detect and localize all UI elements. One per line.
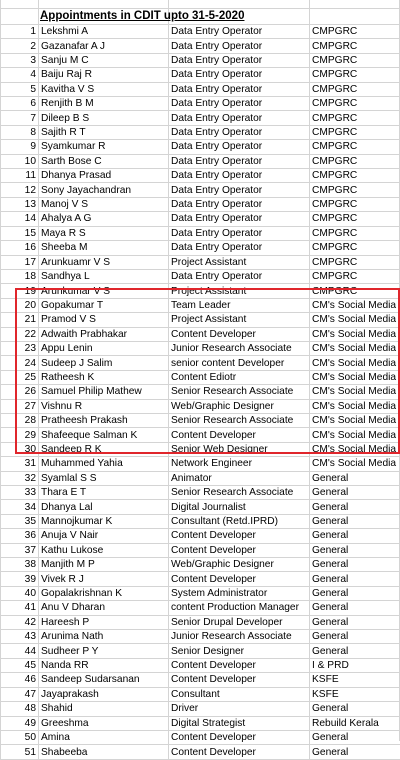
- table-row: [1, 558, 400, 572]
- name-cell[interactable]: Sudeep J Salim: [39, 356, 169, 370]
- designation-cell[interactable]: Senior Drupal Developer: [169, 615, 310, 629]
- designation-cell[interactable]: Content Developer: [169, 428, 310, 442]
- designation-cell[interactable]: Project Assistant: [169, 284, 310, 298]
- designation-cell[interactable]: senior content Developer: [169, 356, 310, 370]
- row-number-cell[interactable]: 29: [1, 428, 39, 442]
- designation-cell[interactable]: Junior Research Associate: [169, 341, 310, 355]
- table-row: [1, 457, 400, 471]
- row-number-cell[interactable]: 18: [1, 269, 39, 283]
- row-number-cell[interactable]: 51: [1, 745, 39, 759]
- table-row: [1, 399, 400, 413]
- name-cell[interactable]: Dhanya Lal: [39, 500, 169, 514]
- designation-cell[interactable]: Digital Journalist: [169, 500, 310, 514]
- designation-cell[interactable]: Data Entry Operator: [169, 197, 310, 211]
- row-number-cell[interactable]: 45: [1, 658, 39, 672]
- table-row: [1, 658, 400, 672]
- table-row: [1, 572, 400, 586]
- row-number-cell[interactable]: 8: [1, 125, 39, 139]
- project-cell[interactable]: CM's Social Media: [310, 442, 400, 456]
- designation-cell[interactable]: Web/Graphic Designer: [169, 399, 310, 413]
- table-row: [1, 313, 400, 327]
- name-cell[interactable]: Arunkumar V S: [39, 284, 169, 298]
- designation-cell[interactable]: Data Entry Operator: [169, 68, 310, 82]
- designation-cell[interactable]: Team Leader: [169, 298, 310, 312]
- table-row: [1, 269, 400, 283]
- project-cell[interactable]: CMPGRC: [310, 284, 400, 298]
- project-cell[interactable]: General: [310, 529, 400, 543]
- project-cell[interactable]: CMPGRC: [310, 140, 400, 154]
- row-number-cell[interactable]: 1: [1, 25, 39, 39]
- project-cell[interactable]: CMPGRC: [310, 111, 400, 125]
- name-cell[interactable]: Samuel Philip Mathew: [39, 385, 169, 399]
- designation-cell[interactable]: Data Entry Operator: [169, 125, 310, 139]
- designation-cell[interactable]: Content Ediotr: [169, 370, 310, 384]
- row-number-cell[interactable]: 39: [1, 572, 39, 586]
- row-number-cell[interactable]: 41: [1, 601, 39, 615]
- table-row: [1, 183, 400, 197]
- name-cell[interactable]: Sanju M C: [39, 53, 169, 67]
- table-row: [1, 615, 400, 629]
- name-cell[interactable]: Pramod V S: [39, 313, 169, 327]
- project-cell[interactable]: CMPGRC: [310, 39, 400, 53]
- name-cell[interactable]: Sajith R T: [39, 125, 169, 139]
- name-cell[interactable]: Amina: [39, 730, 169, 744]
- table-row: [1, 111, 400, 125]
- designation-cell[interactable]: Data Entry Operator: [169, 140, 310, 154]
- project-cell[interactable]: CMPGRC: [310, 197, 400, 211]
- project-cell[interactable]: General: [310, 586, 400, 600]
- project-cell[interactable]: CM's Social Media: [310, 370, 400, 384]
- name-cell[interactable]: Shabeeba: [39, 745, 169, 759]
- designation-cell[interactable]: Digital Strategist: [169, 716, 310, 730]
- designation-cell[interactable]: Data Entry Operator: [169, 169, 310, 183]
- designation-cell[interactable]: System Administrator: [169, 586, 310, 600]
- project-cell[interactable]: CMPGRC: [310, 183, 400, 197]
- row-number-cell[interactable]: 28: [1, 413, 39, 427]
- table-row: [1, 644, 400, 658]
- name-cell[interactable]: Baiju Raj R: [39, 68, 169, 82]
- table-row: [1, 514, 400, 528]
- project-cell[interactable]: CM's Social Media: [310, 313, 400, 327]
- table-row: [1, 284, 400, 298]
- project-cell[interactable]: CM's Social Media: [310, 356, 400, 370]
- designation-cell[interactable]: Data Entry Operator: [169, 154, 310, 168]
- row-number-cell[interactable]: 42: [1, 615, 39, 629]
- project-cell[interactable]: KSFE: [310, 687, 400, 701]
- project-cell[interactable]: CM's Social Media: [310, 399, 400, 413]
- name-cell[interactable]: Hareesh P: [39, 615, 169, 629]
- table-row: [1, 68, 400, 82]
- designation-cell[interactable]: Data Entry Operator: [169, 111, 310, 125]
- appointments-table: [0, 24, 400, 760]
- row-number-cell[interactable]: 30: [1, 442, 39, 456]
- table-row: [1, 125, 400, 139]
- project-cell[interactable]: General: [310, 601, 400, 615]
- row-number-cell[interactable]: 22: [1, 327, 39, 341]
- table-row: [1, 154, 400, 168]
- name-cell[interactable]: Gopalakrishnan K: [39, 586, 169, 600]
- row-number-cell[interactable]: 40: [1, 586, 39, 600]
- name-cell[interactable]: Anuja V Nair: [39, 529, 169, 543]
- name-cell[interactable]: Syamkumar R: [39, 140, 169, 154]
- project-cell[interactable]: CM's Social Media: [310, 457, 400, 471]
- project-cell[interactable]: CM's Social Media: [310, 327, 400, 341]
- name-cell[interactable]: Sony Jayachandran: [39, 183, 169, 197]
- row-number-cell[interactable]: 43: [1, 630, 39, 644]
- row-number-cell[interactable]: 5: [1, 82, 39, 96]
- designation-cell[interactable]: Junior Research Associate: [169, 630, 310, 644]
- designation-cell[interactable]: Driver: [169, 702, 310, 716]
- project-cell[interactable]: CMPGRC: [310, 154, 400, 168]
- project-cell[interactable]: General: [310, 543, 400, 557]
- table-row: [1, 25, 400, 39]
- name-cell[interactable]: Shafeeque Salman K: [39, 428, 169, 442]
- row-number-cell[interactable]: 44: [1, 644, 39, 658]
- row-number-cell[interactable]: 10: [1, 154, 39, 168]
- table-row: [1, 140, 400, 154]
- project-cell[interactable]: CMPGRC: [310, 169, 400, 183]
- table-row: [1, 442, 400, 456]
- name-cell[interactable]: Arunkuamr V S: [39, 255, 169, 269]
- row-number-cell[interactable]: 36: [1, 529, 39, 543]
- row-number-cell[interactable]: 48: [1, 702, 39, 716]
- project-cell[interactable]: CMPGRC: [310, 269, 400, 283]
- project-cell[interactable]: CMPGRC: [310, 25, 400, 39]
- name-cell[interactable]: Nanda RR: [39, 658, 169, 672]
- project-cell[interactable]: CMPGRC: [310, 241, 400, 255]
- project-cell[interactable]: General: [310, 500, 400, 514]
- name-cell[interactable]: Syamlal S S: [39, 471, 169, 485]
- name-cell[interactable]: Thara E T: [39, 486, 169, 500]
- name-cell[interactable]: Dhanya Prasad: [39, 169, 169, 183]
- row-number-cell[interactable]: 12: [1, 183, 39, 197]
- table-row: [1, 226, 400, 240]
- name-cell[interactable]: Sandhya L: [39, 269, 169, 283]
- designation-cell[interactable]: Web/Graphic Designer: [169, 558, 310, 572]
- table-row: [1, 356, 400, 370]
- name-cell[interactable]: Adwaith Prabhakar: [39, 327, 169, 341]
- row-number-cell[interactable]: 15: [1, 226, 39, 240]
- project-cell[interactable]: General: [310, 745, 400, 759]
- name-cell[interactable]: Sandeep R K: [39, 442, 169, 456]
- name-cell[interactable]: Jayaprakash: [39, 687, 169, 701]
- row-number-cell[interactable]: 49: [1, 716, 39, 730]
- sheet-title: Appointments in CDIT upto 31-5-2020: [40, 8, 244, 24]
- table-row: [1, 428, 400, 442]
- designation-cell[interactable]: Data Entry Operator: [169, 212, 310, 226]
- designation-cell[interactable]: Data Entry Operator: [169, 226, 310, 240]
- project-cell[interactable]: General: [310, 558, 400, 572]
- designation-cell[interactable]: Consultant: [169, 687, 310, 701]
- table-row: [1, 745, 400, 759]
- name-cell[interactable]: Kathu Lukose: [39, 543, 169, 557]
- designation-cell[interactable]: Data Entry Operator: [169, 39, 310, 53]
- project-cell[interactable]: Rebuild Kerala: [310, 716, 400, 730]
- table-row: [1, 82, 400, 96]
- designation-cell[interactable]: Content Developer: [169, 745, 310, 759]
- designation-cell[interactable]: Project Assistant: [169, 313, 310, 327]
- project-cell[interactable]: CMPGRC: [310, 68, 400, 82]
- name-cell[interactable]: Gopakumar T: [39, 298, 169, 312]
- row-number-cell[interactable]: 23: [1, 341, 39, 355]
- name-cell[interactable]: Vivek R J: [39, 572, 169, 586]
- project-cell[interactable]: CMPGRC: [310, 255, 400, 269]
- table-row: [1, 486, 400, 500]
- row-number-cell[interactable]: 3: [1, 53, 39, 67]
- designation-cell[interactable]: Content Developer: [169, 529, 310, 543]
- table-row: [1, 385, 400, 399]
- row-number-cell[interactable]: 20: [1, 298, 39, 312]
- project-cell[interactable]: CMPGRC: [310, 212, 400, 226]
- designation-cell[interactable]: Data Entry Operator: [169, 269, 310, 283]
- table-row: [1, 197, 400, 211]
- name-cell[interactable]: Dileep B S: [39, 111, 169, 125]
- name-cell[interactable]: Sandeep Sudarsanan: [39, 673, 169, 687]
- project-cell[interactable]: General: [310, 630, 400, 644]
- table-row: [1, 730, 400, 744]
- row-number-cell[interactable]: 21: [1, 313, 39, 327]
- row-number-cell[interactable]: 19: [1, 284, 39, 298]
- row-number-cell[interactable]: 25: [1, 370, 39, 384]
- project-cell[interactable]: General: [310, 730, 400, 744]
- project-cell[interactable]: General: [310, 486, 400, 500]
- table-row: [1, 500, 400, 514]
- name-cell[interactable]: Appu Lenin: [39, 341, 169, 355]
- project-cell[interactable]: CMPGRC: [310, 226, 400, 240]
- designation-cell[interactable]: Data Entry Operator: [169, 53, 310, 67]
- row-number-cell[interactable]: 35: [1, 514, 39, 528]
- name-cell[interactable]: Kavitha V S: [39, 82, 169, 96]
- project-cell[interactable]: CM's Social Media: [310, 413, 400, 427]
- row-number-cell[interactable]: 47: [1, 687, 39, 701]
- project-cell[interactable]: CM's Social Media: [310, 385, 400, 399]
- project-cell[interactable]: General: [310, 471, 400, 485]
- designation-cell[interactable]: Senior Research Associate: [169, 486, 310, 500]
- table-row: [1, 298, 400, 312]
- project-cell[interactable]: General: [310, 644, 400, 658]
- row-number-cell[interactable]: 9: [1, 140, 39, 154]
- table-row: [1, 471, 400, 485]
- designation-cell[interactable]: Senior Designer: [169, 644, 310, 658]
- row-number-cell[interactable]: 11: [1, 169, 39, 183]
- row-number-cell[interactable]: 34: [1, 500, 39, 514]
- project-cell[interactable]: CMPGRC: [310, 53, 400, 67]
- name-cell[interactable]: Lekshmi A: [39, 25, 169, 39]
- designation-cell[interactable]: Content Developer: [169, 673, 310, 687]
- name-cell[interactable]: Ratheesh K: [39, 370, 169, 384]
- designation-cell[interactable]: Data Entry Operator: [169, 82, 310, 96]
- designation-cell[interactable]: Content Developer: [169, 543, 310, 557]
- designation-cell[interactable]: content Production Manager: [169, 601, 310, 615]
- table-row: [1, 586, 400, 600]
- row-number-cell[interactable]: 24: [1, 356, 39, 370]
- row-number-cell[interactable]: 32: [1, 471, 39, 485]
- name-cell[interactable]: Muhammed Yahia: [39, 457, 169, 471]
- row-number-cell[interactable]: 16: [1, 241, 39, 255]
- name-cell[interactable]: Sheeba M: [39, 241, 169, 255]
- name-cell[interactable]: Manoj V S: [39, 197, 169, 211]
- name-cell[interactable]: Maya R S: [39, 226, 169, 240]
- designation-cell[interactable]: Content Developer: [169, 327, 310, 341]
- designation-cell[interactable]: Data Entry Operator: [169, 183, 310, 197]
- table-row: [1, 687, 400, 701]
- name-cell[interactable]: Gazanafar A J: [39, 39, 169, 53]
- table-row: [1, 39, 400, 53]
- project-cell[interactable]: General: [310, 615, 400, 629]
- table-row: [1, 413, 400, 427]
- row-number-cell[interactable]: 2: [1, 39, 39, 53]
- row-number-cell[interactable]: 31: [1, 457, 39, 471]
- row-number-cell[interactable]: 17: [1, 255, 39, 269]
- designation-cell[interactable]: Content Developer: [169, 658, 310, 672]
- project-cell[interactable]: I & PRD: [310, 658, 400, 672]
- row-number-cell[interactable]: 6: [1, 97, 39, 111]
- name-cell[interactable]: Sudheer P Y: [39, 644, 169, 658]
- project-cell[interactable]: KSFE: [310, 673, 400, 687]
- name-cell[interactable]: Shahid: [39, 702, 169, 716]
- designation-cell[interactable]: Senior Research Associate: [169, 385, 310, 399]
- table-row: [1, 601, 400, 615]
- row-number-cell[interactable]: 46: [1, 673, 39, 687]
- table-row: [1, 543, 400, 557]
- designation-cell[interactable]: Senior Research Associate: [169, 413, 310, 427]
- project-cell[interactable]: CM's Social Media: [310, 428, 400, 442]
- project-cell[interactable]: CMPGRC: [310, 97, 400, 111]
- table-row: [1, 212, 400, 226]
- table-row: [1, 630, 400, 644]
- name-cell[interactable]: Arunima Nath: [39, 630, 169, 644]
- designation-cell[interactable]: Animator: [169, 471, 310, 485]
- table-row: [1, 97, 400, 111]
- row-number-cell[interactable]: 4: [1, 68, 39, 82]
- designation-cell[interactable]: Content Developer: [169, 730, 310, 744]
- table-row: [1, 327, 400, 341]
- table-row: [1, 673, 400, 687]
- designation-cell[interactable]: Content Developer: [169, 572, 310, 586]
- designation-cell[interactable]: Data Entry Operator: [169, 241, 310, 255]
- project-cell[interactable]: General: [310, 702, 400, 716]
- name-cell[interactable]: Greeshma: [39, 716, 169, 730]
- designation-cell[interactable]: Senior Web Designer: [169, 442, 310, 456]
- row-number-cell[interactable]: 14: [1, 212, 39, 226]
- table-row: [1, 702, 400, 716]
- row-number-cell[interactable]: 33: [1, 486, 39, 500]
- designation-cell[interactable]: Project Assistant: [169, 255, 310, 269]
- designation-cell[interactable]: Consultant (Retd.IPRD): [169, 514, 310, 528]
- name-cell[interactable]: Vishnu R: [39, 399, 169, 413]
- project-cell[interactable]: CM's Social Media: [310, 341, 400, 355]
- name-cell[interactable]: Sarth Bose C: [39, 154, 169, 168]
- table-row: [1, 716, 400, 730]
- table-row: [1, 169, 400, 183]
- row-number-cell[interactable]: 38: [1, 558, 39, 572]
- project-cell[interactable]: General: [310, 572, 400, 586]
- table-row: [1, 341, 400, 355]
- name-cell[interactable]: Renjith B M: [39, 97, 169, 111]
- project-cell[interactable]: CMPGRC: [310, 125, 400, 139]
- table-row: [1, 370, 400, 384]
- row-number-cell[interactable]: 50: [1, 730, 39, 744]
- row-number-cell[interactable]: 37: [1, 543, 39, 557]
- name-cell[interactable]: Pratheesh Prakash: [39, 413, 169, 427]
- row-number-cell[interactable]: 27: [1, 399, 39, 413]
- row-number-cell[interactable]: 7: [1, 111, 39, 125]
- name-cell[interactable]: Ahalya A G: [39, 212, 169, 226]
- table-row: [1, 53, 400, 67]
- table-row: [1, 529, 400, 543]
- name-cell[interactable]: Mannojkumar K: [39, 514, 169, 528]
- table-row: [1, 241, 400, 255]
- project-cell[interactable]: CMPGRC: [310, 82, 400, 96]
- designation-cell[interactable]: Data Entry Operator: [169, 97, 310, 111]
- project-cell[interactable]: General: [310, 514, 400, 528]
- designation-cell[interactable]: Data Entry Operator: [169, 25, 310, 39]
- row-number-cell[interactable]: 26: [1, 385, 39, 399]
- name-cell[interactable]: Manjith M P: [39, 558, 169, 572]
- name-cell[interactable]: Anu V Dharan: [39, 601, 169, 615]
- designation-cell[interactable]: Network Engineer: [169, 457, 310, 471]
- project-cell[interactable]: CM's Social Media: [310, 298, 400, 312]
- table-row: [1, 255, 400, 269]
- row-number-cell[interactable]: 13: [1, 197, 39, 211]
